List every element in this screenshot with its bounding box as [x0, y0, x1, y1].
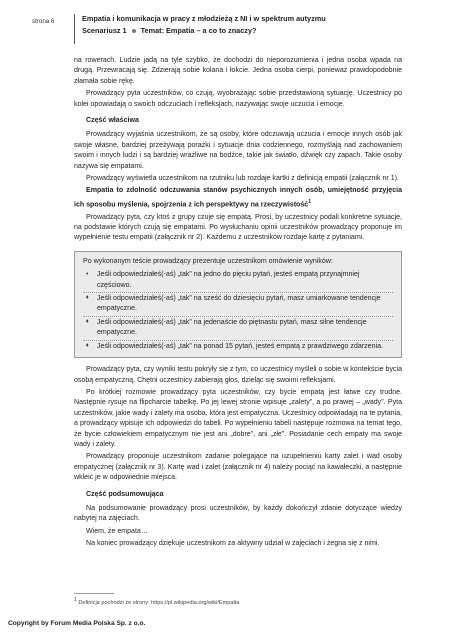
paragraph: Prowadzący wyświetla uczestnikom na rzutniku lub rozdaje kartki z definicją empatii (załącznik nr 1).: [86, 175, 399, 183]
paragraph: na rowerach. Ludzie jadą na tyle szybko, że dochodzi do nieporozumienia i jedna osoba wpada na drugą. Przewracają się. Zdzierają sobie kolana i łokcie. Jedna osoba cierpi, ponieważ prawdopodobnie złamała sobie rękę.: [74, 57, 402, 85]
header-divider: [74, 14, 75, 44]
paragraph: Prowadzący pyta, czy wyniki testu pokryły się z tym, co uczestnicy myśleli o sobie w kontekście bycia osobą empatyczną. Chętni uczestnicy zabierają głos, dzieląc się swoimi refleksjami.: [74, 366, 402, 384]
results-box: [74, 251, 402, 358]
scenario-line: [82, 26, 256, 35]
results-item: • Jeśli odpowiedziałeś(-aś) „tak” na ponad 15 pytań, jesteś empatą z prawdziwego zdarzenia.: [83, 342, 393, 352]
paragraph: Prowadzący pyta uczestników, co czują, wyobrażając sobie przedstawioną sytuację. Uczestnicy po kolei opowiadają o swoich odczuciach i refleksjach, nazywając swoje uczucia i emocje.: [74, 90, 402, 108]
definition-text: Empatia to zdolność odczuwania stanów psychicznych innych osób, umiejętność przyjęcia ich sposobu myślenia, spojrzenia z ich perspektywy na rzeczywistość: [74, 187, 402, 209]
results-item: • Jeśli odpowiedziałeś(-aś) „tak” na jedenaście do piętnastu pytań, masz silne tendencje empatyczne.: [83, 318, 393, 339]
paragraph: Po krótkiej rozmowie prowadzący pyta uczestników, czy bycie empatą jest łatwe czy trudne. Następnie rysuje na flipcharcie tabelkę. Po jej lewej stronie wpisuje „zalety”, a po prawej – „wady”. Pyta uczestników, jakie wady i zalety ma osoba, która jest empatyczna. Uczestnicy odpowiadają na te pytania, a prowadzący wpisuje ich odpowiedzi do tabeli. Po wypełnieniu tabeli następuje rozmowa na temat tego, że bycie człowiekiem empatycznym nie jest ani „dobre”, ani „złe”. Posiadanie cech empaty ma swoje wady i zalety.: [74, 388, 402, 448]
footnote: [74, 597, 239, 606]
paragraph: Prowadzący proponuje uczestnikom zadanie polegające na uzupełnieniu karty zalet i wad osoby empatycznej (załącznik nr 3). Kartę wad i zalet (załącznik nr 4) należy pociąć na kawałeczki, a następnie wkleić je w odpowiednie miejsca.: [74, 453, 402, 482]
main-content: [74, 56, 402, 552]
results-intro: Po wykonanym teście prowadzący prezentuje uczestnikom omówienie wyników:: [83, 257, 333, 265]
footnote-text: Definicja pochodzi ze strony: https://pl.wikipedia.org/wiki/Empatia: [78, 599, 240, 606]
footnote-reference[interactable]: 1: [308, 198, 311, 205]
results-item: • Jeśli odpowiedziałeś(-aś) „tak” na jedno do pięciu pytań, jesteś empatą przynajmniej częściowo.: [83, 270, 393, 291]
paragraph: Wiem, że empata…: [86, 527, 148, 535]
copyright-footer: Copyright by Forum Media Polska Sp. z o.o.: [8, 620, 146, 627]
divider: [83, 316, 393, 317]
paragraph: Prowadzący wyjaśnia uczestnikom, że są osoby, które odczuwają uczucia i emocje innych osób jak swoje własne, bardziej przeżywają porażki i sytuacje dnia codziennego, rozmyślają nad zachowaniem swoim i innych ludzi i są bardziej wrażliwe na bodźce, takie jak światło, dźwięk czy zapach. Takie osoby nazywa się empatami.: [74, 131, 402, 170]
results-list: [83, 270, 393, 352]
scenario-label: Scenariusz 1: [82, 26, 127, 35]
divider: [83, 292, 393, 293]
page-number: strona 6: [32, 18, 55, 25]
results-item: • Jeśli odpowiedziałeś(-aś) „tak” na sześć do dziesięciu pytań, masz umiarkowane tendencje empatyczne.: [83, 294, 393, 315]
footnote-number: 1: [74, 597, 77, 603]
paragraph: Na koniec prowadzący dziękuje uczestnikom za aktywny udział w zajęciach i żegna się z nimi.: [86, 540, 380, 548]
divider: [83, 340, 393, 341]
section-heading-summary: Część podsumowująca: [86, 490, 164, 498]
footnote-divider: [74, 593, 114, 594]
empathy-definition: [74, 186, 402, 210]
page-header: [8, 14, 430, 44]
section-heading-main: Część właściwa: [86, 117, 139, 125]
topic-label: Temat: Empatia – a co to znaczy?: [140, 26, 257, 35]
paragraph: Na podsumowanie prowadzący prosi uczestników, by każdy dokończył zdanie dotyczące wiedzy nabytej na zajęciach.: [74, 504, 402, 523]
document-title: Empatia i komunikacja w pracy z młodzieżą z NI i w spektrum autyzmu: [82, 14, 326, 23]
separator-dot-icon: [132, 29, 136, 33]
paragraph: Prowadzący pyta, czy ktoś z grupy czuje się empatą. Prosi, by uczestnicy podali konkretne sytuacje, na podstawie których czują się empatami. Po wysłuchaniu opinii uczestników prowadzący proponuje im wypełnienie testu empatii (załącznik nr 2). Każdemu z uczestników rozdaje kartę z pytaniami.: [74, 213, 402, 242]
